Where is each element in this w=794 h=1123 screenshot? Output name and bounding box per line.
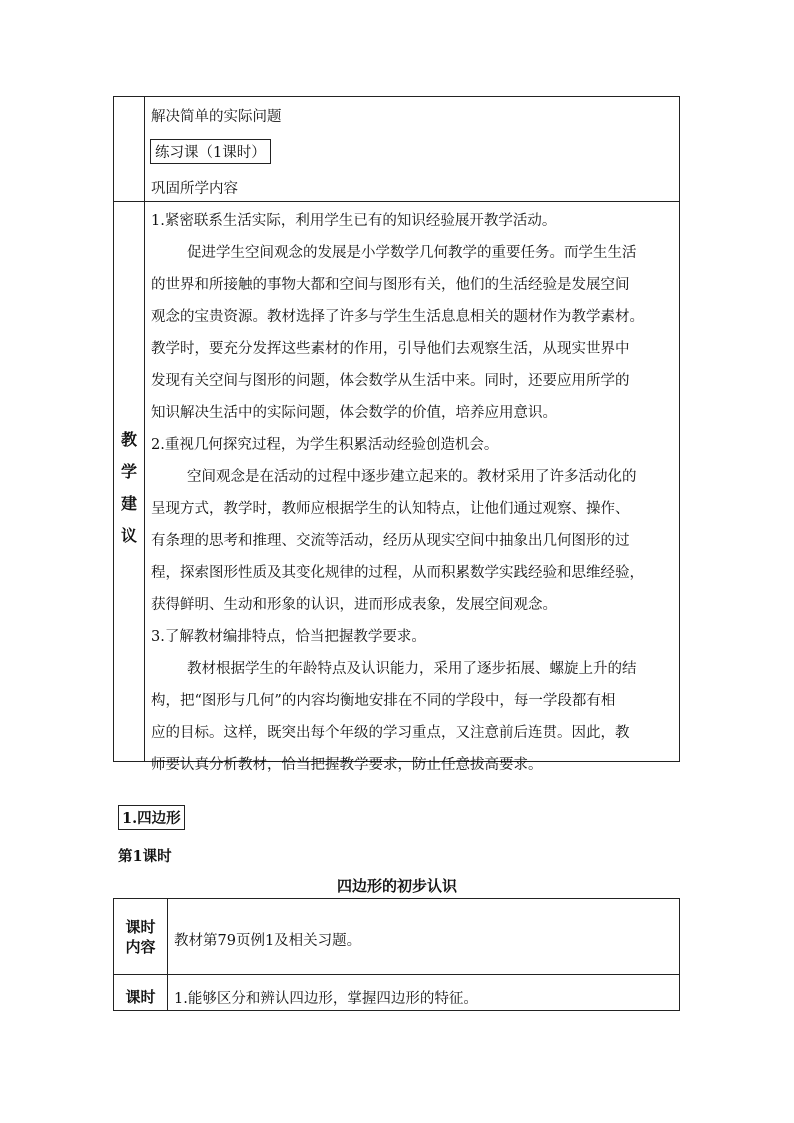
row-text-simple-problems: 解决简单的实际问题	[151, 109, 282, 125]
lesson-table	[113, 898, 680, 1011]
teaching-table	[113, 96, 680, 773]
row-text-consolidate: 巩固所学内容	[151, 181, 238, 197]
paragraph-line: 呈现方式，教学时，教师应根据学生的认知特点，让他们通过观察、操作、	[151, 501, 630, 517]
paragraph-line: 促进学生空间观念的发展是小学数学几何教学的重要任务。而学生生活	[187, 245, 637, 261]
teaching-suggestion-label: 教 学 建 议	[121, 430, 138, 545]
paragraph-line: 的世界和所接触的事物大都和空间与图形有关，他们的生活经验是发展空间	[151, 277, 630, 293]
paragraph-line: 发现有关空间与图形的问题，体会数学从生活中来。同时，还要应用所学的	[151, 373, 630, 389]
paragraph-line: 构，把“图形与几何”的内容均衡地安排在不同的学段中，每一学段都有相	[151, 693, 616, 709]
paragraph-line: 教学时，要充分发挥这些素材的作用，引导他们去观察生活，从现实世界中	[151, 341, 630, 357]
lesson-label: 第1课时	[118, 848, 172, 865]
paragraph-line: 程，探索图形性质及其变化规律的过程，从而积累数学实践经验和思维经验，	[151, 565, 644, 581]
objective-label: 课时	[125, 988, 156, 1006]
paragraph-line: 3.了解教材编排特点，恰当把握教学要求。	[151, 629, 426, 645]
paragraph-line: 2.重视几何探究过程，为学生积累活动经验创造机会。	[151, 437, 499, 453]
paragraph-line: 应的目标。这样，既突出每个年级的学习重点，又注意前后连贯。因此，教	[151, 725, 630, 741]
table-row-divider	[114, 974, 679, 975]
paragraph-line: 教材根据学生的年龄特点及认识能力，采用了逐步拓展、螺旋上升的结	[187, 661, 637, 677]
paragraph-line: 1.紧密联系生活实际，利用学生已有的知识经验展开教学活动。	[151, 213, 557, 229]
paragraph-line: 师要认真分析教材，恰当把握教学要求，防止任意拔高要求。	[151, 757, 543, 773]
practice-lesson-box: 练习课（1课时）	[150, 139, 271, 164]
section-heading: 1.四边形	[118, 805, 185, 830]
paragraph-line: 空间观念是在活动的过程中逐步建立起来的。教材采用了许多活动化的	[187, 469, 637, 485]
table-row-divider	[114, 201, 679, 202]
paragraph-line: 观念的宝贵资源。教材选择了许多与学生生活息息相关的题材作为教学素材。	[151, 309, 644, 325]
paragraph-line: 有条理的思考和推理、交流等活动，经历从现实空间中抽象出几何图形的过	[151, 533, 630, 549]
content-label: 课时 内容	[125, 918, 156, 956]
lesson-title: 四边形的初步认识	[336, 877, 457, 895]
objective-value: 1.能够区分和辨认四边形，掌握四边形的特征。	[174, 991, 478, 1007]
paragraph-line: 知识解决生活中的实际问题，体会数学的价值，培养应用意识。	[151, 405, 557, 421]
content-value: 教材第79页例1及相关习题。	[174, 933, 362, 949]
table-column-divider	[167, 899, 168, 1010]
paragraph-line: 获得鲜明、生动和形象的认识，进而形成表象，发展空间观念。	[151, 597, 557, 613]
